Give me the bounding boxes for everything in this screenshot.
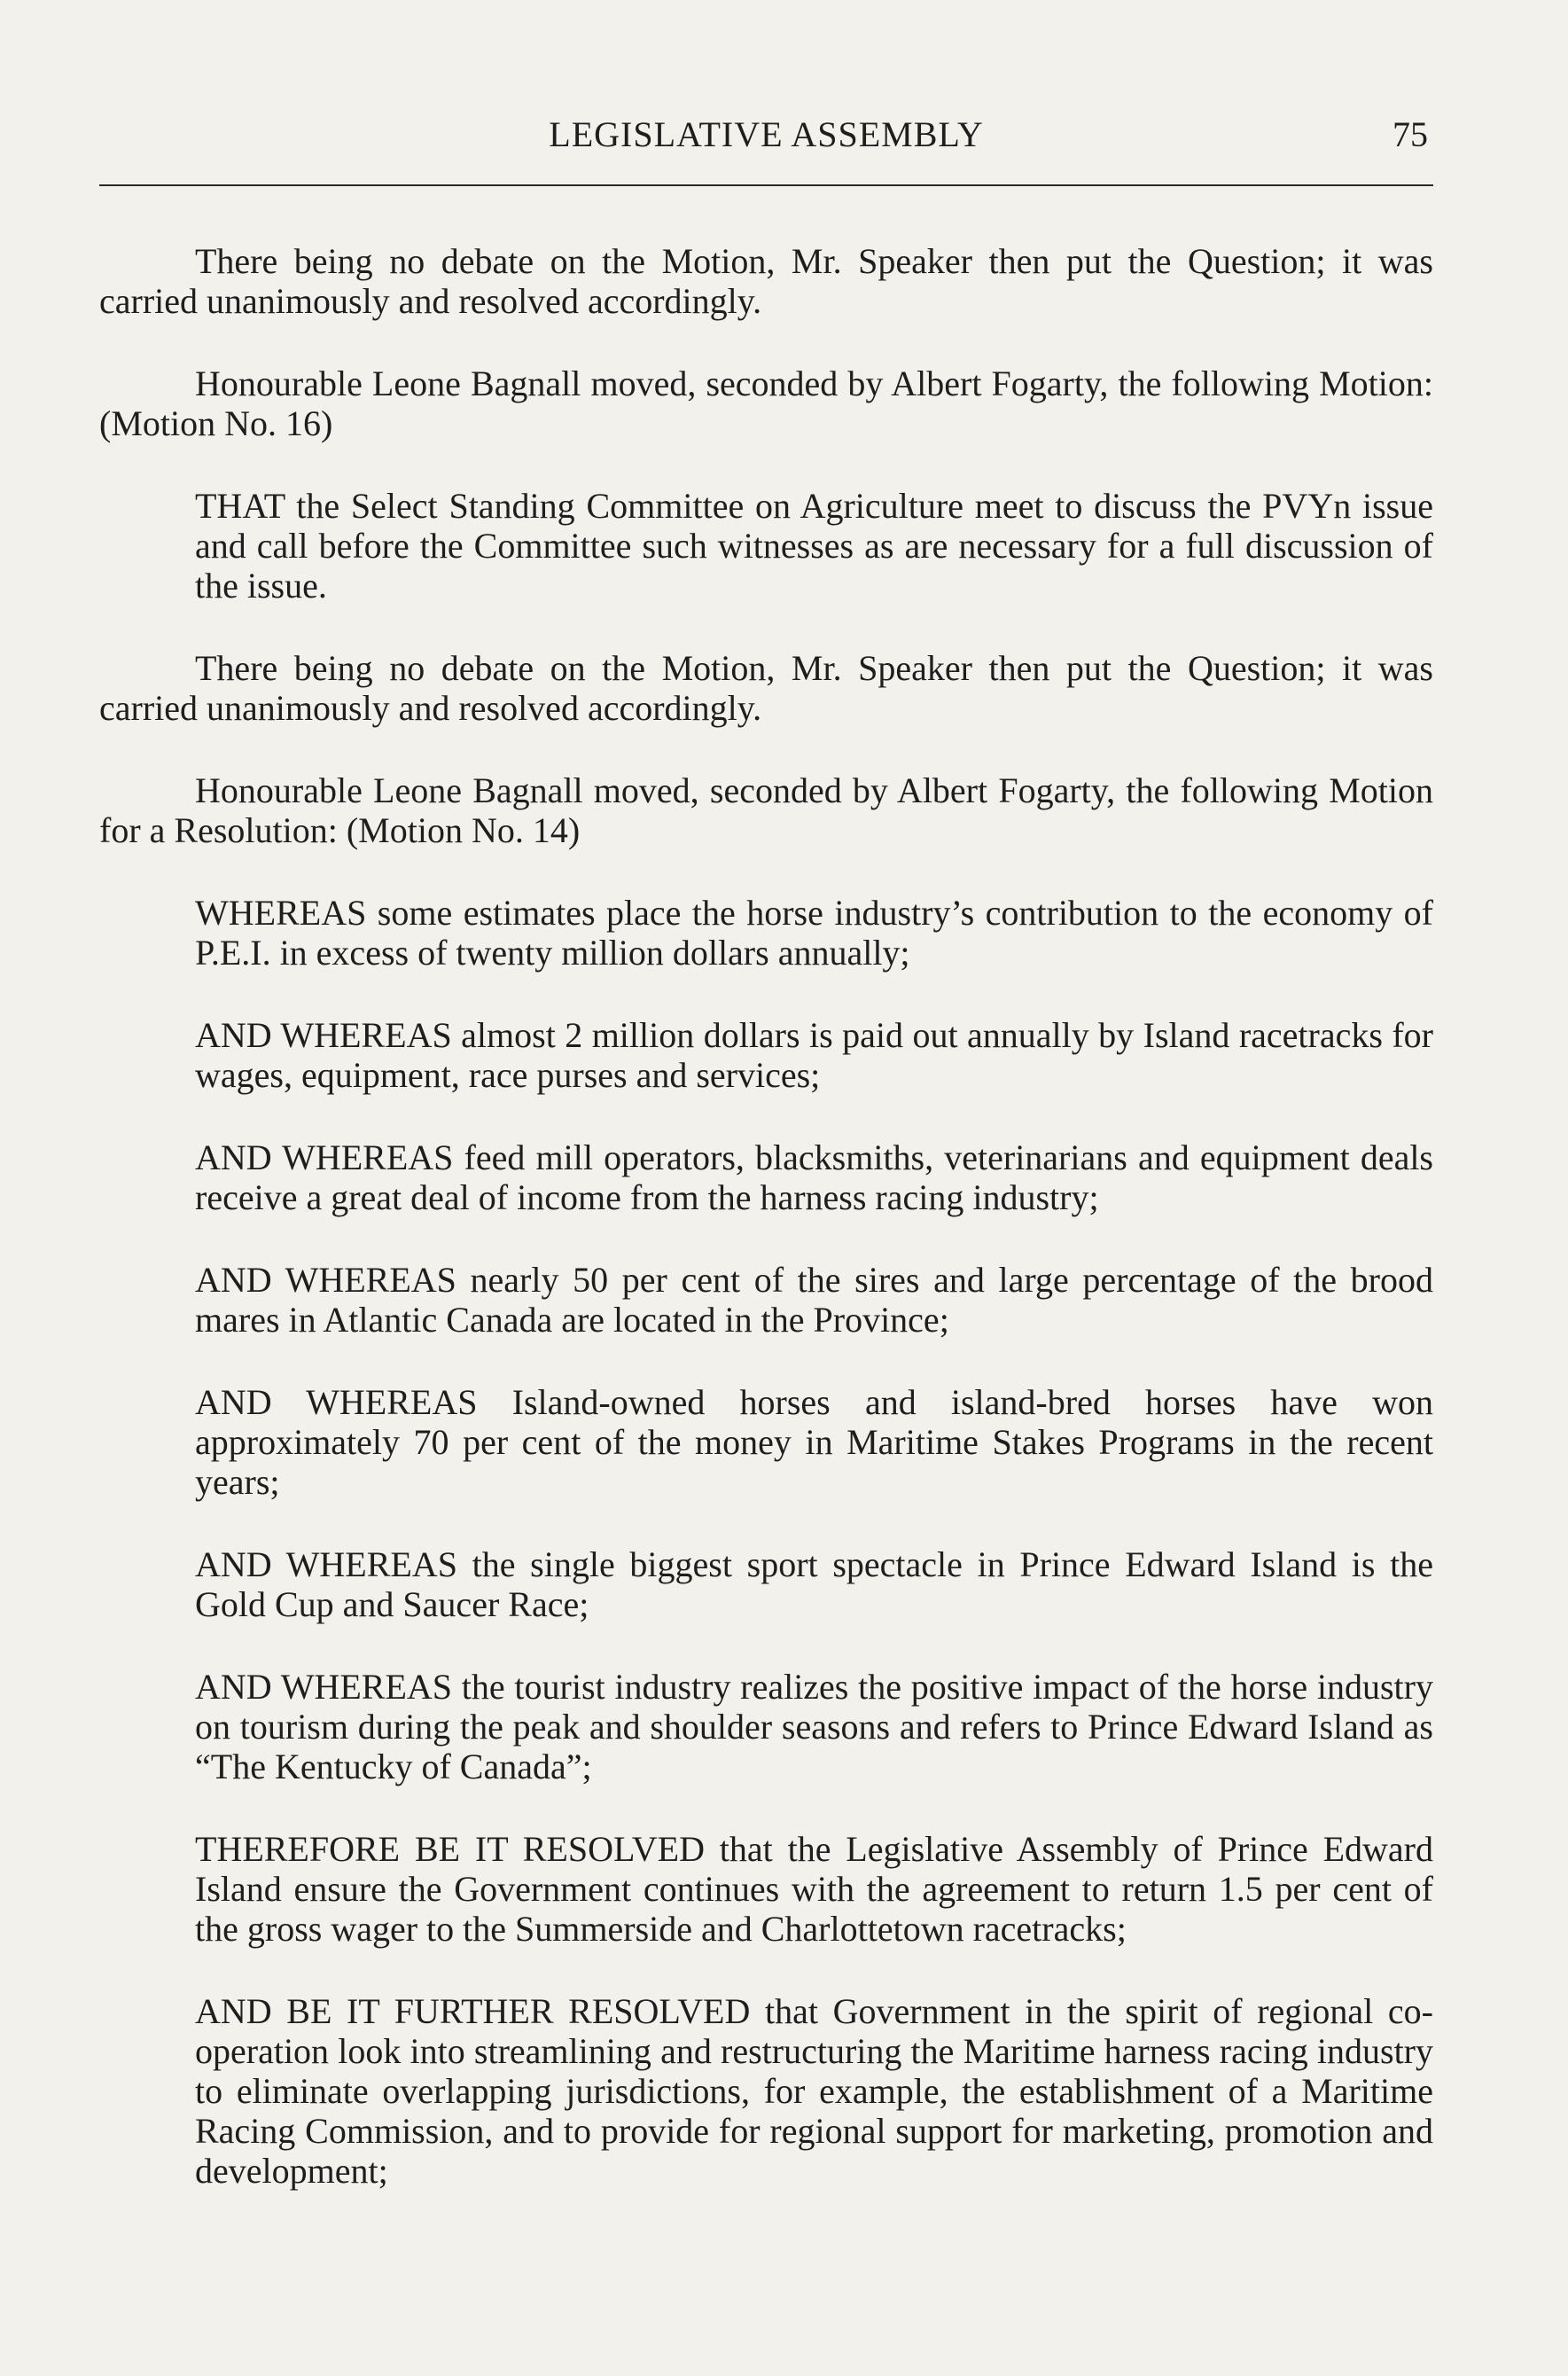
paragraph: Honourable Leone Bagnall moved, seconded by Albert Fogarty, the following Motion for a Resolution: (Motion No. 14) bbox=[99, 770, 1433, 850]
page-number: 75 bbox=[1392, 114, 1428, 154]
resolution-clause: WHEREAS some estimates place the horse industry’s contribution to the economy of P.E.I. in excess of twenty million dollars annually; bbox=[195, 893, 1433, 973]
resolution-clause: AND WHEREAS nearly 50 per cent of the sires and large percentage of the brood mares in Atlantic Canada are located in the Province; bbox=[195, 1260, 1433, 1340]
resolution-clause: AND BE IT FURTHER RESOLVED that Government in the spirit of regional co-operation look into streamlining and restructuring the Maritime harness racing industry to eliminate overlapping jurisdictions, for example, the establishment of a Maritime Racing Commission, and to provide for regional support for marketing, promotion and development; bbox=[195, 1991, 1433, 2191]
body-text bbox=[99, 241, 1433, 2233]
paragraph: Honourable Leone Bagnall moved, seconded by Albert Fogarty, the following Motion: (Motion No. 16) bbox=[99, 363, 1433, 443]
resolution-clause: AND WHEREAS Island-owned horses and island-bred horses have won approximately 70 per cent of the money in Maritime Stakes Programs in the recent years; bbox=[195, 1382, 1433, 1502]
running-header bbox=[99, 113, 1433, 167]
header-title: LEGISLATIVE ASSEMBLY bbox=[549, 114, 984, 154]
document-page bbox=[99, 0, 1433, 2376]
resolution-clause: AND WHEREAS feed mill operators, blacksmiths, veterinarians and equipment deals receive a great deal of income from the harness racing industry; bbox=[195, 1137, 1433, 1217]
header-rule bbox=[99, 184, 1433, 186]
resolution-clause: AND WHEREAS the single biggest sport spectacle in Prince Edward Island is the Gold Cup and Saucer Race; bbox=[195, 1544, 1433, 1624]
resolution-clause: AND WHEREAS the tourist industry realizes the positive impact of the horse industry on tourism during the peak and shoulder seasons and refers to Prince Edward Island as “The Kentucky of Canada”; bbox=[195, 1667, 1433, 1786]
resolution-clause: THEREFORE BE IT RESOLVED that the Legislative Assembly of Prince Edward Island ensure the Government continues with the agreement to return 1.5 per cent of the gross wager to the Summerside and Charlottetown racetracks; bbox=[195, 1829, 1433, 1949]
paragraph: There being no debate on the Motion, Mr. Speaker then put the Question; it was carried unanimously and resolved accordingly. bbox=[99, 241, 1433, 321]
resolution-clause: AND WHEREAS almost 2 million dollars is paid out annually by Island racetracks for wages, equipment, race purses and services; bbox=[195, 1015, 1433, 1095]
motion-text: THAT the Select Standing Committee on Agriculture meet to discuss the PVYn issue and call before the Committee such witnesses as are necessary for a full discussion of the issue. bbox=[195, 486, 1433, 606]
paragraph: There being no debate on the Motion, Mr. Speaker then put the Question; it was carried unanimously and resolved accordingly. bbox=[99, 648, 1433, 728]
